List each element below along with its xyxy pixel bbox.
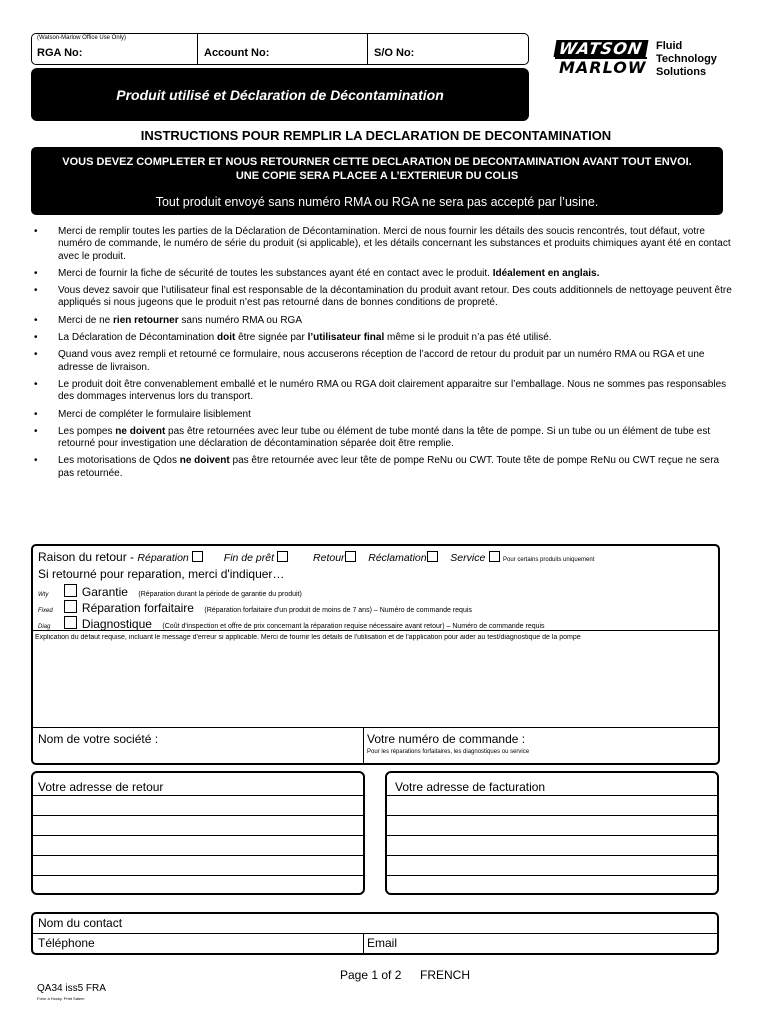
instruction-item (34, 409, 734, 421)
tagline-3: Solutions (656, 66, 707, 78)
instruction-emphasis: ne doivent (179, 455, 230, 467)
instruction-item (34, 268, 734, 280)
forfait-checkbox[interactable] (64, 600, 77, 613)
instruction-text: sans numéro RMA ou RGA (178, 314, 302, 326)
brand-line-2: MARLOW (555, 57, 647, 76)
account-field[interactable]: Account No: (204, 47, 270, 59)
service-checkbox[interactable] (489, 551, 500, 562)
instruction-text: Les motorisations de Qdos (58, 455, 180, 467)
address-line[interactable] (33, 875, 363, 876)
diagnostique-label: Diagnostique (81, 617, 152, 631)
instruction-emphasis: rien retourner (113, 314, 179, 326)
instruction-text: Vous devez savoir que l’utilisateur final est responsable de la décontamination du produit avant retour. Des couts additionnels de nettoyage peuvent être appliqués si nous jugeons que le produit n’est pas retourné dans de bonnes conditions de propreté. (58, 285, 732, 309)
telephone-field[interactable] (33, 934, 363, 953)
fixed-tag: Fixed (38, 608, 53, 614)
instruction-item (34, 349, 734, 374)
footer-note: Form à Hocky. Print Salem (37, 996, 85, 1001)
instruction-text: Le produit doit être convenablement emballé et le numéro RMA ou RGA doit clairement apparaitre sur l’emballage. Nous ne sommes pas responsables des dommages intervenus lors du transport. (58, 378, 727, 403)
repair-intro: Si retourné pour reparation, merci d'indiquer… (38, 567, 285, 581)
commande-field[interactable] (364, 728, 718, 763)
option-reparation-label: Réparation (137, 552, 189, 564)
email-label: Email (367, 936, 398, 950)
brand-mark (555, 40, 647, 76)
address-line[interactable] (387, 815, 717, 816)
forfait-note: (Réparation forfaitaire d'un produit de moins de 7 ans) – Numéro de commande requis (204, 607, 472, 614)
address-line[interactable] (33, 815, 363, 816)
instruction-item (34, 226, 734, 263)
instruction-text: pas être retournée avec leur tête de pompe ReNu ou CWT. Toute tête de pompe ReNu ou CWT reçue ne sera pas retournée. (58, 455, 720, 479)
billing-address-label: Votre adresse de facturation (395, 780, 546, 794)
instruction-text: Merci de remplir toutes les parties de la Déclaration de Décontamination. Merci de nous fournir les détails des soucis rencontrés, tout défaut, votre numéro de commande, le numéro de série du produit (si applicable), et les détails concernant les substances et produits chimiques ayant été en contact avec le produit. (58, 226, 731, 262)
instruction-item (34, 285, 734, 310)
tagline-2: Technology (656, 53, 717, 65)
document-code: QA34 iss5 FRA (37, 983, 106, 994)
divider (33, 630, 718, 631)
language-label: FRENCH (420, 968, 470, 982)
address-line[interactable] (387, 795, 717, 796)
reparation-checkbox[interactable] (192, 551, 203, 562)
commande-label: Votre numéro de commande : (367, 732, 526, 746)
billing-address-box (385, 771, 719, 895)
instruction-item (34, 315, 734, 327)
instruction-emphasis: doit (216, 332, 236, 344)
divider (367, 34, 368, 64)
instruction-emphasis: ne doivent (115, 425, 166, 437)
email-field[interactable] (364, 934, 717, 953)
diag-tag: Diag (38, 624, 51, 630)
return-address-label: Votre adresse de retour (38, 780, 164, 794)
diagnostique-note: (Coût d'inspection et offre de prix concernant la réparation requise nécessaire avant retour) – Numéro de commande requis (162, 623, 545, 630)
address-line[interactable] (33, 795, 363, 796)
notice-line-1: VOUS DEVEZ COMPLETER ET NOUS RETOURNER CETTE DECLARATION DE DECONTAMINATION AVANT TOUT ENVOI. UNE COPIE SERA PLACEE A L’EXTERIEUR DU COLIS (62, 156, 692, 182)
return-address-box (31, 771, 365, 895)
so-field[interactable]: S/O No: (374, 47, 415, 59)
instruction-text: même si le produit n’a pas été utilisé. (384, 332, 552, 344)
address-line[interactable] (33, 855, 363, 856)
service-note: Pour certains produits uniquement (503, 557, 595, 563)
form-title: Produit utilisé et Déclaration de Décontamination (31, 68, 529, 121)
fin-pret-checkbox[interactable] (277, 551, 288, 562)
address-line[interactable] (33, 835, 363, 836)
return-reason-form (31, 544, 720, 765)
diagnostique-checkbox[interactable] (64, 616, 77, 629)
option-fin-pret-label: Fin de prêt (223, 552, 274, 564)
office-use-label: (Watson-Marlow Office Use Only) (37, 35, 127, 41)
instruction-text: La Déclaration de Décontamination (58, 332, 217, 344)
instruction-item (34, 379, 734, 404)
wty-tag: Wty (38, 592, 49, 598)
instruction-list (34, 226, 734, 485)
instruction-text: Quand vous avez rempli et retourné ce formulaire, nous accuserons réception de l’accord de retour du produit par un numéro RMA ou RGA et une adresse de livraison. (58, 349, 705, 373)
explication-field[interactable] (33, 646, 718, 726)
contact-name-label: Nom du contact (38, 916, 123, 930)
option-reclamation-label: Réclamation (368, 552, 427, 564)
societe-label: Nom de votre société : (38, 732, 159, 746)
explication-label: Explication du défaut requise, incluant le message d'erreur si applicable. Merci de fournir les détails de l'utilisation et de l'application pour aider au test/diagnostique de la pompe (35, 634, 581, 641)
reason-label: Raison du retour - (38, 550, 135, 564)
notice-box (31, 147, 723, 215)
commande-note: Pour les réparations forfaitaires, les diagnostiques ou service (367, 749, 530, 755)
instruction-emphasis: Idéalement en anglais. (492, 267, 600, 279)
instruction-text: Merci de ne (58, 314, 114, 326)
notice-line-2: Tout produit envoyé sans numéro RMA ou RGA ne sera pas accepté par l’usine. (155, 195, 599, 209)
instructions-heading: INSTRUCTIONS POUR REMPLIR LA DECLARATION DE DECONTAMINATION (140, 128, 612, 143)
tagline-1: Fluid (656, 40, 683, 52)
brand-line-1: WATSON (554, 40, 649, 57)
rga-field[interactable]: RGA No: (37, 47, 83, 59)
address-line[interactable] (387, 875, 717, 876)
telephone-label: Téléphone (38, 936, 95, 950)
instruction-emphasis: l’utilisateur final (307, 332, 385, 344)
option-service-label: Service (450, 552, 486, 564)
address-line[interactable] (387, 835, 717, 836)
reason-row (38, 550, 594, 564)
instruction-text: Merci de compléter le formulaire lisiblement (58, 408, 251, 420)
instruction-item (34, 426, 734, 451)
societe-field[interactable] (33, 728, 363, 763)
contact-name-field[interactable] (33, 914, 717, 933)
instruction-item (34, 332, 734, 344)
instruction-text: pas être retournées avec leur tube ou élément de tube monté dans la tête de pompe. Si un tube ou un élément de tube est retourné pour investigation une déclaration de décontamination séparée doit être remplie. (58, 425, 711, 450)
instruction-item (34, 455, 734, 480)
instruction-text: être signée par (235, 332, 308, 344)
watson-marlow-logo (555, 40, 755, 84)
instruction-text: Merci de fournir la fiche de sécurité de toutes les substances ayant été en contact avec le produit. (58, 267, 493, 279)
contact-box (31, 912, 719, 955)
option-retour-label: Retour (313, 552, 345, 564)
divider (197, 34, 198, 64)
office-use-header (31, 33, 529, 65)
instruction-text: Les pompes (58, 425, 116, 437)
garantie-note: (Réparation durant la période de garantie du produit) (138, 591, 302, 598)
tagline (656, 40, 717, 79)
retour-checkbox[interactable] (345, 551, 356, 562)
forfait-label: Réparation forfaitaire (81, 601, 194, 615)
reclamation-checkbox[interactable] (427, 551, 438, 562)
page-number: Page 1 of 2 (340, 968, 402, 982)
garantie-label: Garantie (81, 585, 128, 599)
address-line[interactable] (387, 855, 717, 856)
garantie-checkbox[interactable] (64, 584, 77, 597)
